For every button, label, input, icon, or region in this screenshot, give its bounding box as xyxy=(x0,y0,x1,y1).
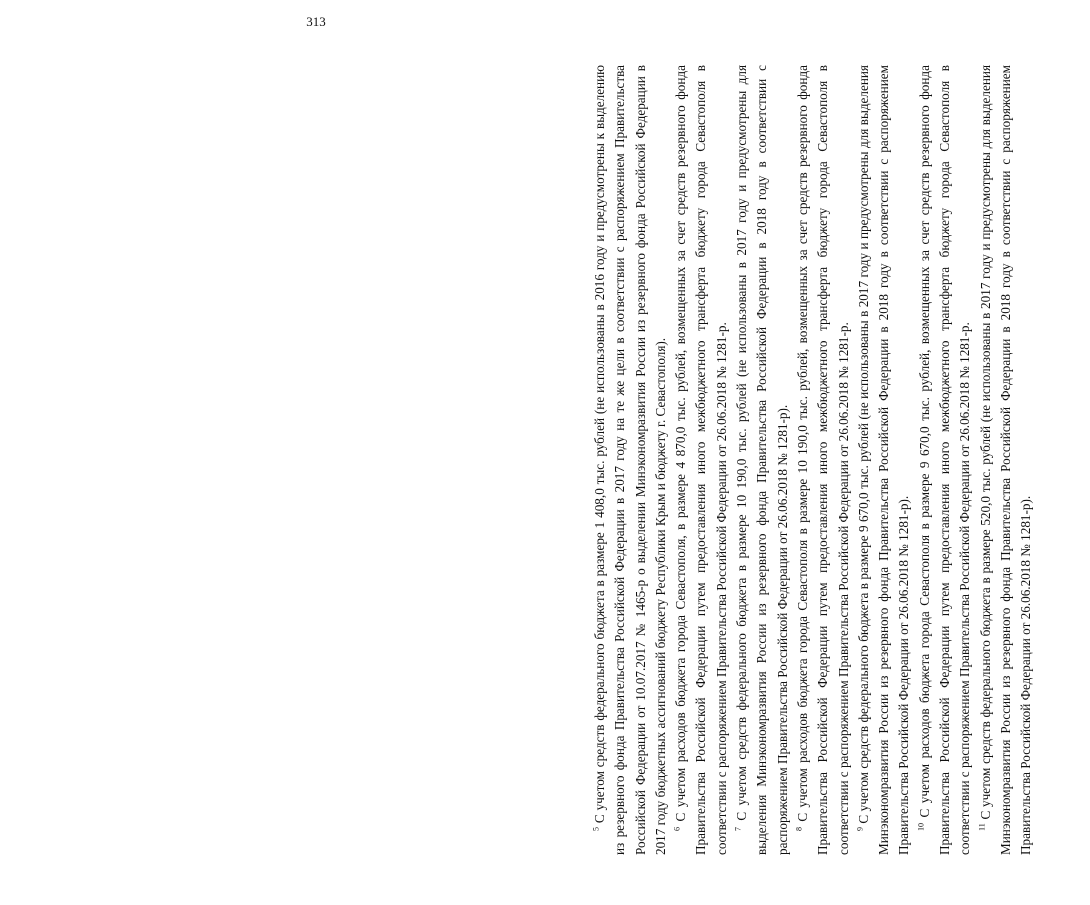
footnote-text: С учетом расходов бюджета города Севастополя, в размере 4 870,0 тыс. рублей, возмещенных за счет средств резервного фонда Правительства Российской Федерации путем предоставления иного межбюджетного трансферта бюджету города Севастополя в соответствии с распоряжением Правительства Российской Федерации от 26.06.2018 № 1281-р. xyxy=(673,64,729,855)
footnote-mark: 10 xyxy=(916,823,926,831)
page-number: 313 xyxy=(306,14,326,29)
footnote-mark: 6 xyxy=(672,827,682,831)
footnote-text: С учетом средств федерального бюджета в размере 9 670,0 тыс. рублей (не использованы в 2017 году и предусмотрены для выделения Минэкономразвития России из резервного фонда Правительства Российской Федерации в 2018 году в соответствии с распоряжением Правительства Российской Федерации от 26.06.2018 № 1281-р). xyxy=(855,65,912,855)
footnote-mark: 7 xyxy=(733,827,743,831)
footnote-10 xyxy=(915,65,976,855)
footnote-mark: 9 xyxy=(855,827,865,831)
footnote-7 xyxy=(732,65,793,855)
footnote-text: С учетом расходов бюджета города Севастополя в размере 10 190,0 тыс. рублей, возмещенных за счет средств резервного фонда Правительства Российской Федерации путем предоставления иного межбюджетного трансферта бюджету города Севастополя в соответствии с распоряжением Правительства Российской Федерации от 26.06.2018 № 1281-р. xyxy=(794,65,851,855)
footnote-text: С учетом средств федерального бюджета в размере 10 190,0 тыс. рублей (не использованы в 2017 году и предусмотрены для выделения Минэкономразвития России из резервного фонда Правительства Российской Федерации в 2018 году в соответствии с распоряжением Правительства Российской Федерации от 26.06.2018 № 1281-р). xyxy=(734,64,790,855)
footnote-9 xyxy=(854,65,915,855)
footnote-mark: 8 xyxy=(794,827,804,831)
footnote-mark: 11 xyxy=(977,823,987,831)
footnote-8 xyxy=(793,65,854,855)
footnote-11 xyxy=(976,65,1037,855)
footnote-text: С учетом средств федерального бюджета в размере 1 408,0 тыс. рублей (не использованы в 2016 году и предусмотрены к выделению из резервного фонда Правительства Российской Федерации в 2017 году на те же цели в соответствии с распоряжением Правительства Российской Федерации от 10.07.2017 № 1465-р о выделении Минэкономразвития России из резервного фонда Российской Федерации в 2017 году бюджетных ассигнований бюджету Республики Крым и бюджету г. Севастополя). xyxy=(592,64,668,855)
footnote-text: С учетом средств федерального бюджета в размере 520,0 тыс. рублей (не использованы в 2017 году и предусмотрены для выделения Минэкономразвития России из резервного фонда Правительства Российской Федерации в 2018 году в соответствии с распоряжением Правительства Российской Федерации от 26.06.2018 № 1281-р). xyxy=(977,64,1034,855)
footnote-mark: 5 xyxy=(591,827,601,831)
footnotes-block xyxy=(590,65,1090,855)
footnote-text: С учетом расходов бюджета города Севастополя в размере 9 670,0 тыс. рублей, возмещенных за счет средств резервного фонда Правительства Российской Федерации путем предоставления иного межбюджетного трансферта бюджету города Севастополя в соответствии с распоряжением Правительства Российской Федерации от 26.06.2018 № 1281-р. xyxy=(916,65,973,855)
footnote-5 xyxy=(590,65,671,855)
footnote-6 xyxy=(671,65,732,855)
